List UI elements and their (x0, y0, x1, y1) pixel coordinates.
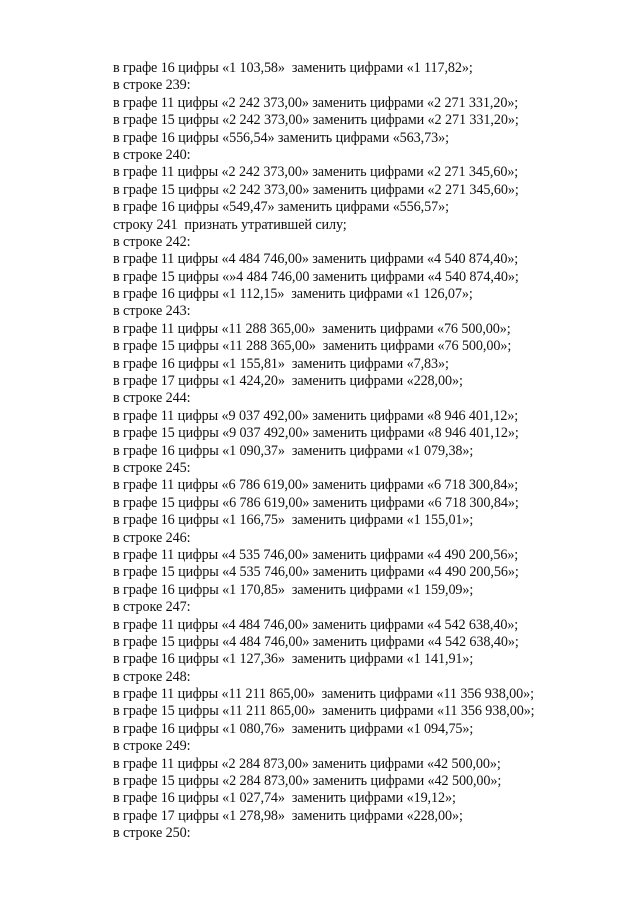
text-line: в графе 16 цифры «1 112,15» заменить цифрами «1 126,07»; (113, 286, 473, 303)
text-line: в графе 17 цифры «1 424,20» заменить цифрами «228,00»; (113, 373, 463, 390)
text-line: в графе 15 цифры «2 242 373,00» заменить цифрами «2 271 331,20»; (113, 112, 519, 129)
text-line: в строке 245: (113, 459, 191, 476)
text-line: в графе 16 цифры «1 027,74» заменить цифрами «19,12»; (113, 790, 456, 807)
text-line: в строке 243: (113, 303, 191, 320)
text-line: в графе 15 цифры «»4 484 746,00 заменить цифрами «4 540 874,40»; (113, 268, 519, 285)
text-line: в графе 11 цифры «11 288 365,00» заменить цифрами «76 500,00»; (113, 320, 511, 337)
text-line: в графе 16 цифры «1 170,85» заменить цифрами «1 159,09»; (113, 581, 474, 598)
text-line: в графе 11 цифры «4 484 746,00» заменить цифрами «4 540 874,40»; (113, 251, 519, 268)
text-line: в графе 15 цифры «2 284 873,00» заменить цифрами «42 500,00»; (113, 773, 502, 790)
text-line: в графе 11 цифры «2 242 373,00» заменить цифрами «2 271 345,60»; (113, 164, 519, 181)
text-line: в строке 246: (113, 529, 191, 546)
text-line: в графе 16 цифры «1 166,75» заменить цифрами «1 155,01»; (113, 512, 474, 529)
text-line: в графе 15 цифры «6 786 619,00» заменить цифрами «6 718 300,84»; (113, 494, 519, 511)
text-line: в графе 11 цифры «9 037 492,00» заменить цифрами «8 946 401,12»; (113, 407, 519, 424)
text-line: в графе 15 цифры «11 288 365,00» заменить цифрами «76 500,00»; (113, 338, 512, 355)
text-line: в графе 17 цифры «1 278,98» заменить цифрами «228,00»; (113, 807, 463, 824)
text-line: в графе 15 цифры «4 484 746,00» заменить цифрами «4 542 638,40»; (113, 633, 519, 650)
text-line: в строке 239: (113, 77, 191, 94)
text-line: в графе 15 цифры «11 211 865,00» заменить цифрами «11 356 938,00»; (113, 703, 535, 720)
text-line: в графе 16 цифры «1 103,58» заменить цифрами «1 117,82»; (113, 60, 473, 76)
text-line: в графе 15 цифры «4 535 746,00» заменить цифрами «4 490 200,56»; (113, 564, 519, 581)
text-line: в графе 16 цифры «556,54» заменить цифрами «563,73»; (113, 129, 449, 146)
text-line: в строке 244: (113, 390, 191, 407)
text-line: в строке 242: (113, 233, 191, 250)
text-line: строку 241 признать утратившей силу; (113, 216, 347, 233)
text-line: в графе 11 цифры «6 786 619,00» заменить цифрами «6 718 300,84»; (113, 477, 519, 494)
text-line: в графе 16 цифры «1 127,36» заменить цифрами «1 141,91»; (113, 651, 474, 668)
text-line: в графе 15 цифры «2 242 373,00» заменить цифрами «2 271 345,60»; (113, 181, 519, 198)
text-line: в графе 16 цифры «1 080,76» заменить цифрами «1 094,75»; (113, 720, 474, 737)
text-line: в графе 16 цифры «1 090,37» заменить цифрами «1 079,38»; (113, 442, 474, 459)
text-line: в графе 11 цифры «11 211 865,00» заменить цифрами «11 356 938,00»; (113, 686, 535, 703)
text-line: в графе 11 цифры «2 242 373,00» заменить цифрами «2 271 331,20»; (113, 94, 519, 111)
amendment-text-block (113, 60, 613, 843)
text-line: в строке 247: (113, 599, 191, 616)
text-line: в строке 240: (113, 146, 191, 163)
text-line: в строке 249: (113, 738, 191, 755)
text-line: в графе 15 цифры «9 037 492,00» заменить цифрами «8 946 401,12»; (113, 425, 519, 442)
text-line: в графе 11 цифры «4 535 746,00» заменить цифрами «4 490 200,56»; (113, 546, 519, 563)
text-line: в строке 248: (113, 668, 191, 685)
text-line: в графе 16 цифры «549,47» заменить цифрами «556,57»; (113, 199, 449, 216)
text-line: в графе 11 цифры «2 284 873,00» заменить цифрами «42 500,00»; (113, 755, 501, 772)
text-line: в графе 16 цифры «1 155,81» заменить цифрами «7,83»; (113, 355, 449, 372)
text-line: в графе 11 цифры «4 484 746,00» заменить цифрами «4 542 638,40»; (113, 616, 519, 633)
text-line: в строке 250: (113, 825, 191, 842)
